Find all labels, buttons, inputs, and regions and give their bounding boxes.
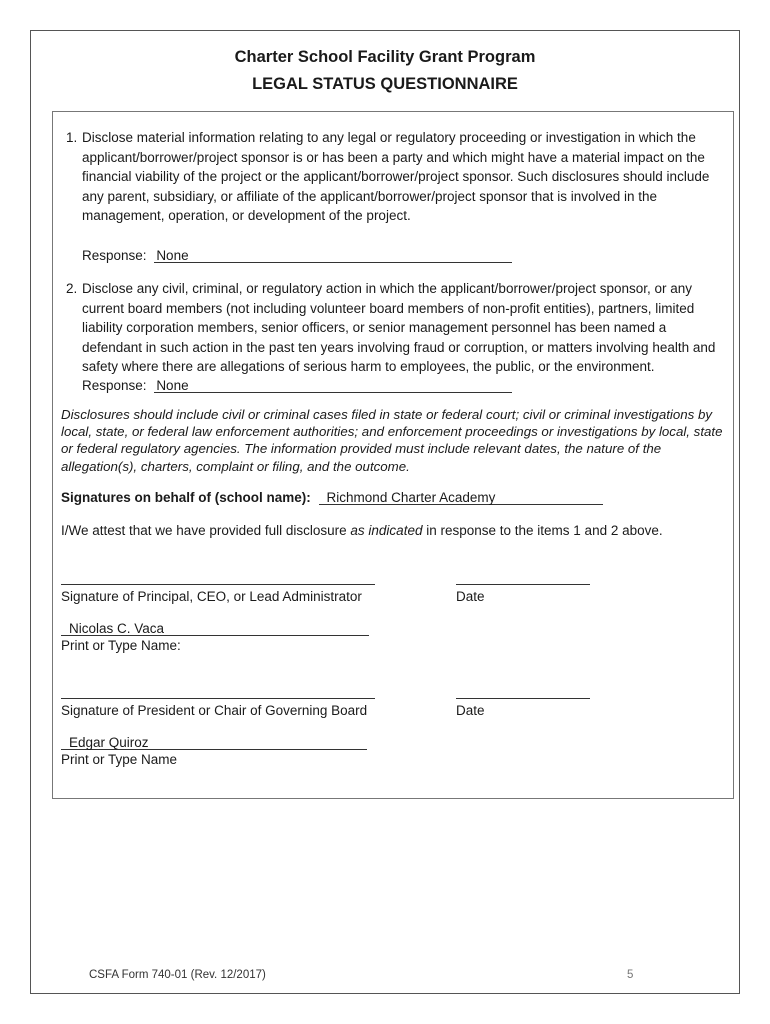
form-id: CSFA Form 740-01 (Rev. 12/2017) (89, 969, 266, 981)
question-2-text: Disclose any civil, criminal, or regulatory action in which the applicant/borrower/project sponsor, or any current board members (not including volunteer board members of non-profit entities), partners, limited liability corporation members, senior officers, or senior management personnel has been named a defendant in such action in the past ten years involving fraud or corruption, or matters involving health and safety where there are allegations of serious harm to employees, the public, or the environment. (82, 281, 716, 375)
page-title: Charter School Facility Grant Program (234, 48, 536, 66)
response-1-label: Response: (82, 248, 147, 263)
question-1-number: 1. (66, 130, 78, 145)
date-2-label: Date (456, 703, 485, 718)
date-1-label: Date (456, 589, 485, 604)
print-name-2-field[interactable] (61, 736, 367, 750)
school-name-value: Richmond Charter Academy (326, 490, 496, 505)
print-name-2-value: Edgar Quiroz (69, 735, 149, 750)
signature-2-line[interactable] (61, 698, 375, 699)
question-1 (66, 128, 726, 226)
print-name-2-row (61, 735, 367, 750)
response-1-field[interactable] (154, 249, 512, 263)
disclosure-note: Disclosures should include civil or criminal cases filed in state or federal court; civil or criminal investigations by local, state, or federal law enforcement authorities; and enforcement proceedings or investigations by local, state or federal regulatory agencies. The information provided must include relevant dates, the nature of the allegation(s), charters, complaint or filing, and the outcome. (61, 407, 723, 474)
date-1-line[interactable] (456, 584, 590, 585)
print-name-1-value: Nicolas C. Vaca (69, 621, 165, 636)
question-2-number: 2. (66, 281, 78, 296)
school-name-row (61, 490, 603, 505)
date-2-line[interactable] (456, 698, 590, 699)
response-2 (82, 378, 512, 393)
attestation-text (61, 523, 663, 538)
attestation-emphasis: as indicated (350, 523, 423, 538)
print-name-1-field[interactable] (61, 622, 369, 636)
response-2-value: None (156, 378, 189, 393)
school-name-field[interactable] (319, 491, 603, 505)
response-1 (82, 248, 512, 263)
attestation-part-1: I/We attest that we have provided full disclosure (61, 523, 351, 538)
print-name-1-label: Print or Type Name: (61, 638, 181, 653)
response-1-value: None (156, 248, 189, 263)
question-1-text: Disclose material information relating to any legal or regulatory proceeding or investigation in which the applicant/borrower/project sponsor is or has been a party and which might have a material impact on the financial viability of the project or the applicant/borrower/project sponsor. Such disclosures should include any parent, subsidiary, or affiliate of the applicant/borrower/project sponsor that is involved in the management, operation, or development of the project. (82, 130, 710, 224)
print-name-1-row (61, 621, 369, 636)
signature-1-line[interactable] (61, 584, 375, 585)
attestation-part-2: in response to the items 1 and 2 above. (422, 523, 663, 538)
signature-2-label: Signature of President or Chair of Governing Board (61, 703, 368, 718)
print-name-2-label: Print or Type Name (61, 752, 178, 767)
page-number: 5 (627, 969, 634, 981)
response-2-label: Response: (82, 378, 147, 393)
response-2-field[interactable] (154, 379, 512, 393)
school-name-label: Signatures on behalf of (school name): (61, 490, 311, 505)
page-subtitle: LEGAL STATUS QUESTIONNAIRE (252, 75, 518, 93)
signature-1-label: Signature of Principal, CEO, or Lead Administrator (61, 589, 362, 604)
question-2 (66, 279, 726, 377)
